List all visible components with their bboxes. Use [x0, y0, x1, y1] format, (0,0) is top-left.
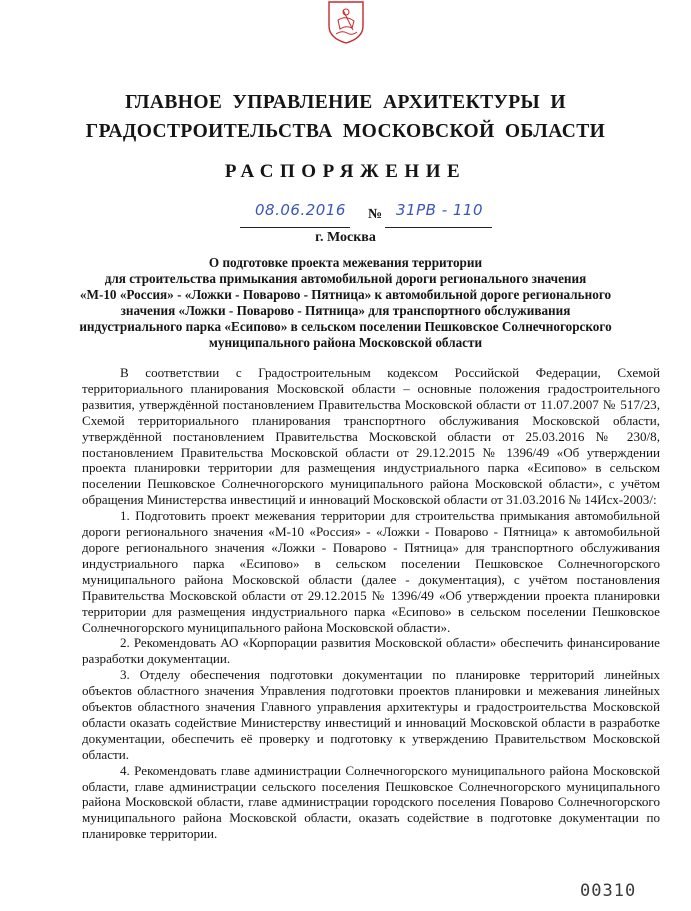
- title-line: индустриального парка «Есипово» в сельском поселении Пешковское Солнечногорского: [79, 319, 612, 335]
- page-number: 00310: [580, 881, 637, 901]
- preamble-paragraph: В соответствии с Градостроительным кодексом Российской Федерации, Схемой территориального планирования Московской области – основные положения градостроительного развития, утверждённой постановлением Правительства Московской области от 11.07.2007 № 517/23, Схемой территориального планирования транспортного обслуживания Московской области, утверждённой постановлением Правительства Московской области от 25.03.2016 № 230/8, постановлением Правительства Московской области от 29.12.2015 № 1396/49 «Об утверждении проекта планировки территории для размещения индустриального парка «Есипово» в сельском поселении Пешковское Солнечногорского муниципального района Московской области», с учётом обращения Министерства инвестиций и инноваций Московской области от 31.03.2016 № 14Исх-2003/:: [82, 365, 660, 508]
- document-date: 08.06.2016: [255, 201, 346, 219]
- moscow-region-coat-of-arms-icon: [326, 0, 366, 44]
- title-line: для строительства примыкания автомобильной дороги регионального значения: [104, 271, 587, 287]
- document-body: [82, 365, 660, 842]
- title-line: «М-10 «Россия» - «Ложки - Поварово - Пятница» к автомобильной дороге регионального: [79, 287, 612, 303]
- clause-4: 4. Рекомендовать главе администрации Солнечногорского муниципального района Московской области, главе администрации сельского поселения Пешковское Солнечногорского муниципального района Московской области, главе администрации городского поселения Поварово Солнечногорского муниципального района Московской области, оказать содействие в подготовке документации по планировке территории.: [82, 762, 660, 842]
- clause-3: 3. Отделу обеспечения подготовки документации по планировке территорий линейных объектов областного значения Управления подготовки проектов планировки и межевания линейных объектов областного значения Главного управления архитектуры и градостроительства Московской области оказать содействие Министерству инвестиций и инноваций Московской области в разработке документации, обеспечить её проверку и подготовку к утверждению Правительством Московской области.: [82, 667, 660, 762]
- document-number: 31РВ - 110: [396, 201, 484, 219]
- number-sign: №: [368, 207, 383, 222]
- city: г. Москва: [315, 230, 376, 245]
- clause-2: 2. Рекомендовать АО «Корпорации развития Московской области» обеспечить финансирование разработки документации.: [82, 635, 660, 667]
- document-type: РАСПОРЯЖЕНИЕ: [224, 161, 467, 182]
- title-line: значения «Ложки - Поварово - Пятница» для транспортного обслуживания: [120, 303, 571, 319]
- agency-line-2: ГРАДОСТРОИТЕЛЬСТВА МОСКОВСКОЙ ОБЛАСТИ: [85, 121, 606, 142]
- title-line: О подготовке проекта межевания территории: [208, 255, 483, 270]
- agency-line-1: ГЛАВНОЕ УПРАВЛЕНИЕ АРХИТЕКТУРЫ И: [125, 92, 566, 113]
- document-title: [70, 255, 621, 352]
- clause-1: 1. Подготовить проект межевания территории для строительства примыкания автомобильной дороги регионального значения «М-10 «Россия» - «Ложки - Поварово - Пятница» к автомобильной дороге регионального значения «Ложки - Поварово - Пятница» для транспортного обслуживания индустриального парка «Есипово» в сельском поселении Пешковское Солнечногорского муниципального района Московской области (далее - документация), с учётом постановления Правительства Московской области от 29.12.2015 № 1396/49 «Об утверждении проекта планировки территории для размещения индустриального парка «Есипово» в сельском поселении Пешковское Солнечногорского муниципального района Московской области».: [82, 508, 660, 635]
- agency-name: [60, 88, 631, 146]
- title-line: муниципального района Московской области: [208, 335, 483, 351]
